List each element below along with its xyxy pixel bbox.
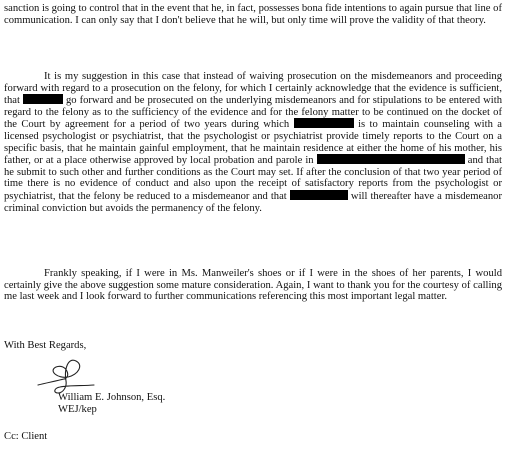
paragraph-2-part-5: will thereafter have a misdemeanor criminal conviction but avoids the permanency of the felony. [4,190,503,214]
paragraph-1: sanction is going to control that in the event that he, in fact, possesses bona fide intentions to again pursue that line of communication. I can only say that I don't believe that he will, but only time will prove the validity of that theory. [4,3,502,26]
paragraph-3: Frankly speaking, if I were in Ms. Manweiler's shoes or if I were in the shoes of her parents, I would certainly give the above suggestion some mature consideration. Again, I want to thank you for the courtesy of calling me last week and I look forward to further communications referencing this most important legal matter. [4,268,502,303]
redaction-box [23,94,63,104]
paragraph-2-part-2: go forward and be prosecuted on the underlying misdemeanors and for stipulations to be entered with regard to the felony as to the sufficiency of the evidence and for the felony matter to be continued on the docket of the Court by agreement for a period of two years during which [4,95,502,131]
paragraph-2-part-1: It is my suggestion in this case that instead of waiving prosecution on the misdemeanors and proceeding forward with regard to a prosecution on the felony, for which I certainly acknowledge that the evidence is sufficient, that [4,71,502,107]
redaction-box [294,118,354,128]
handwritten-signature [36,355,96,397]
redaction-box [317,154,465,164]
paragraph-2 [4,71,502,214]
paragraph-2-part-3: is to maintain counseling with a licensed psychologist or psychiatrist, that the psychologist or psychiatrist provide timely reports to the Court on a specific basis, that he maintain gainful employment, that he maintain residence at either the home of his mother, his father, or at a place otherwise approved by local probation and parole in [4,119,502,167]
cc-line: Cc: Client [4,431,48,442]
closing-salutation: With Best Regards, [4,340,87,351]
redaction-box [290,190,348,200]
signer-name: William E. Johnson, Esq. [58,392,166,403]
paragraph-2-part-4: and that he submit to such other and further conditions as the Court may set. If after the conclusion of that two year period of time there is no evidence of conduct and also upon the receipt of satisfactory reports from the psychologist or psychiatrist, that the felony be reduced to a misdemeanor and that [4,155,502,202]
typist-initials: WEJ/kep [58,404,97,415]
